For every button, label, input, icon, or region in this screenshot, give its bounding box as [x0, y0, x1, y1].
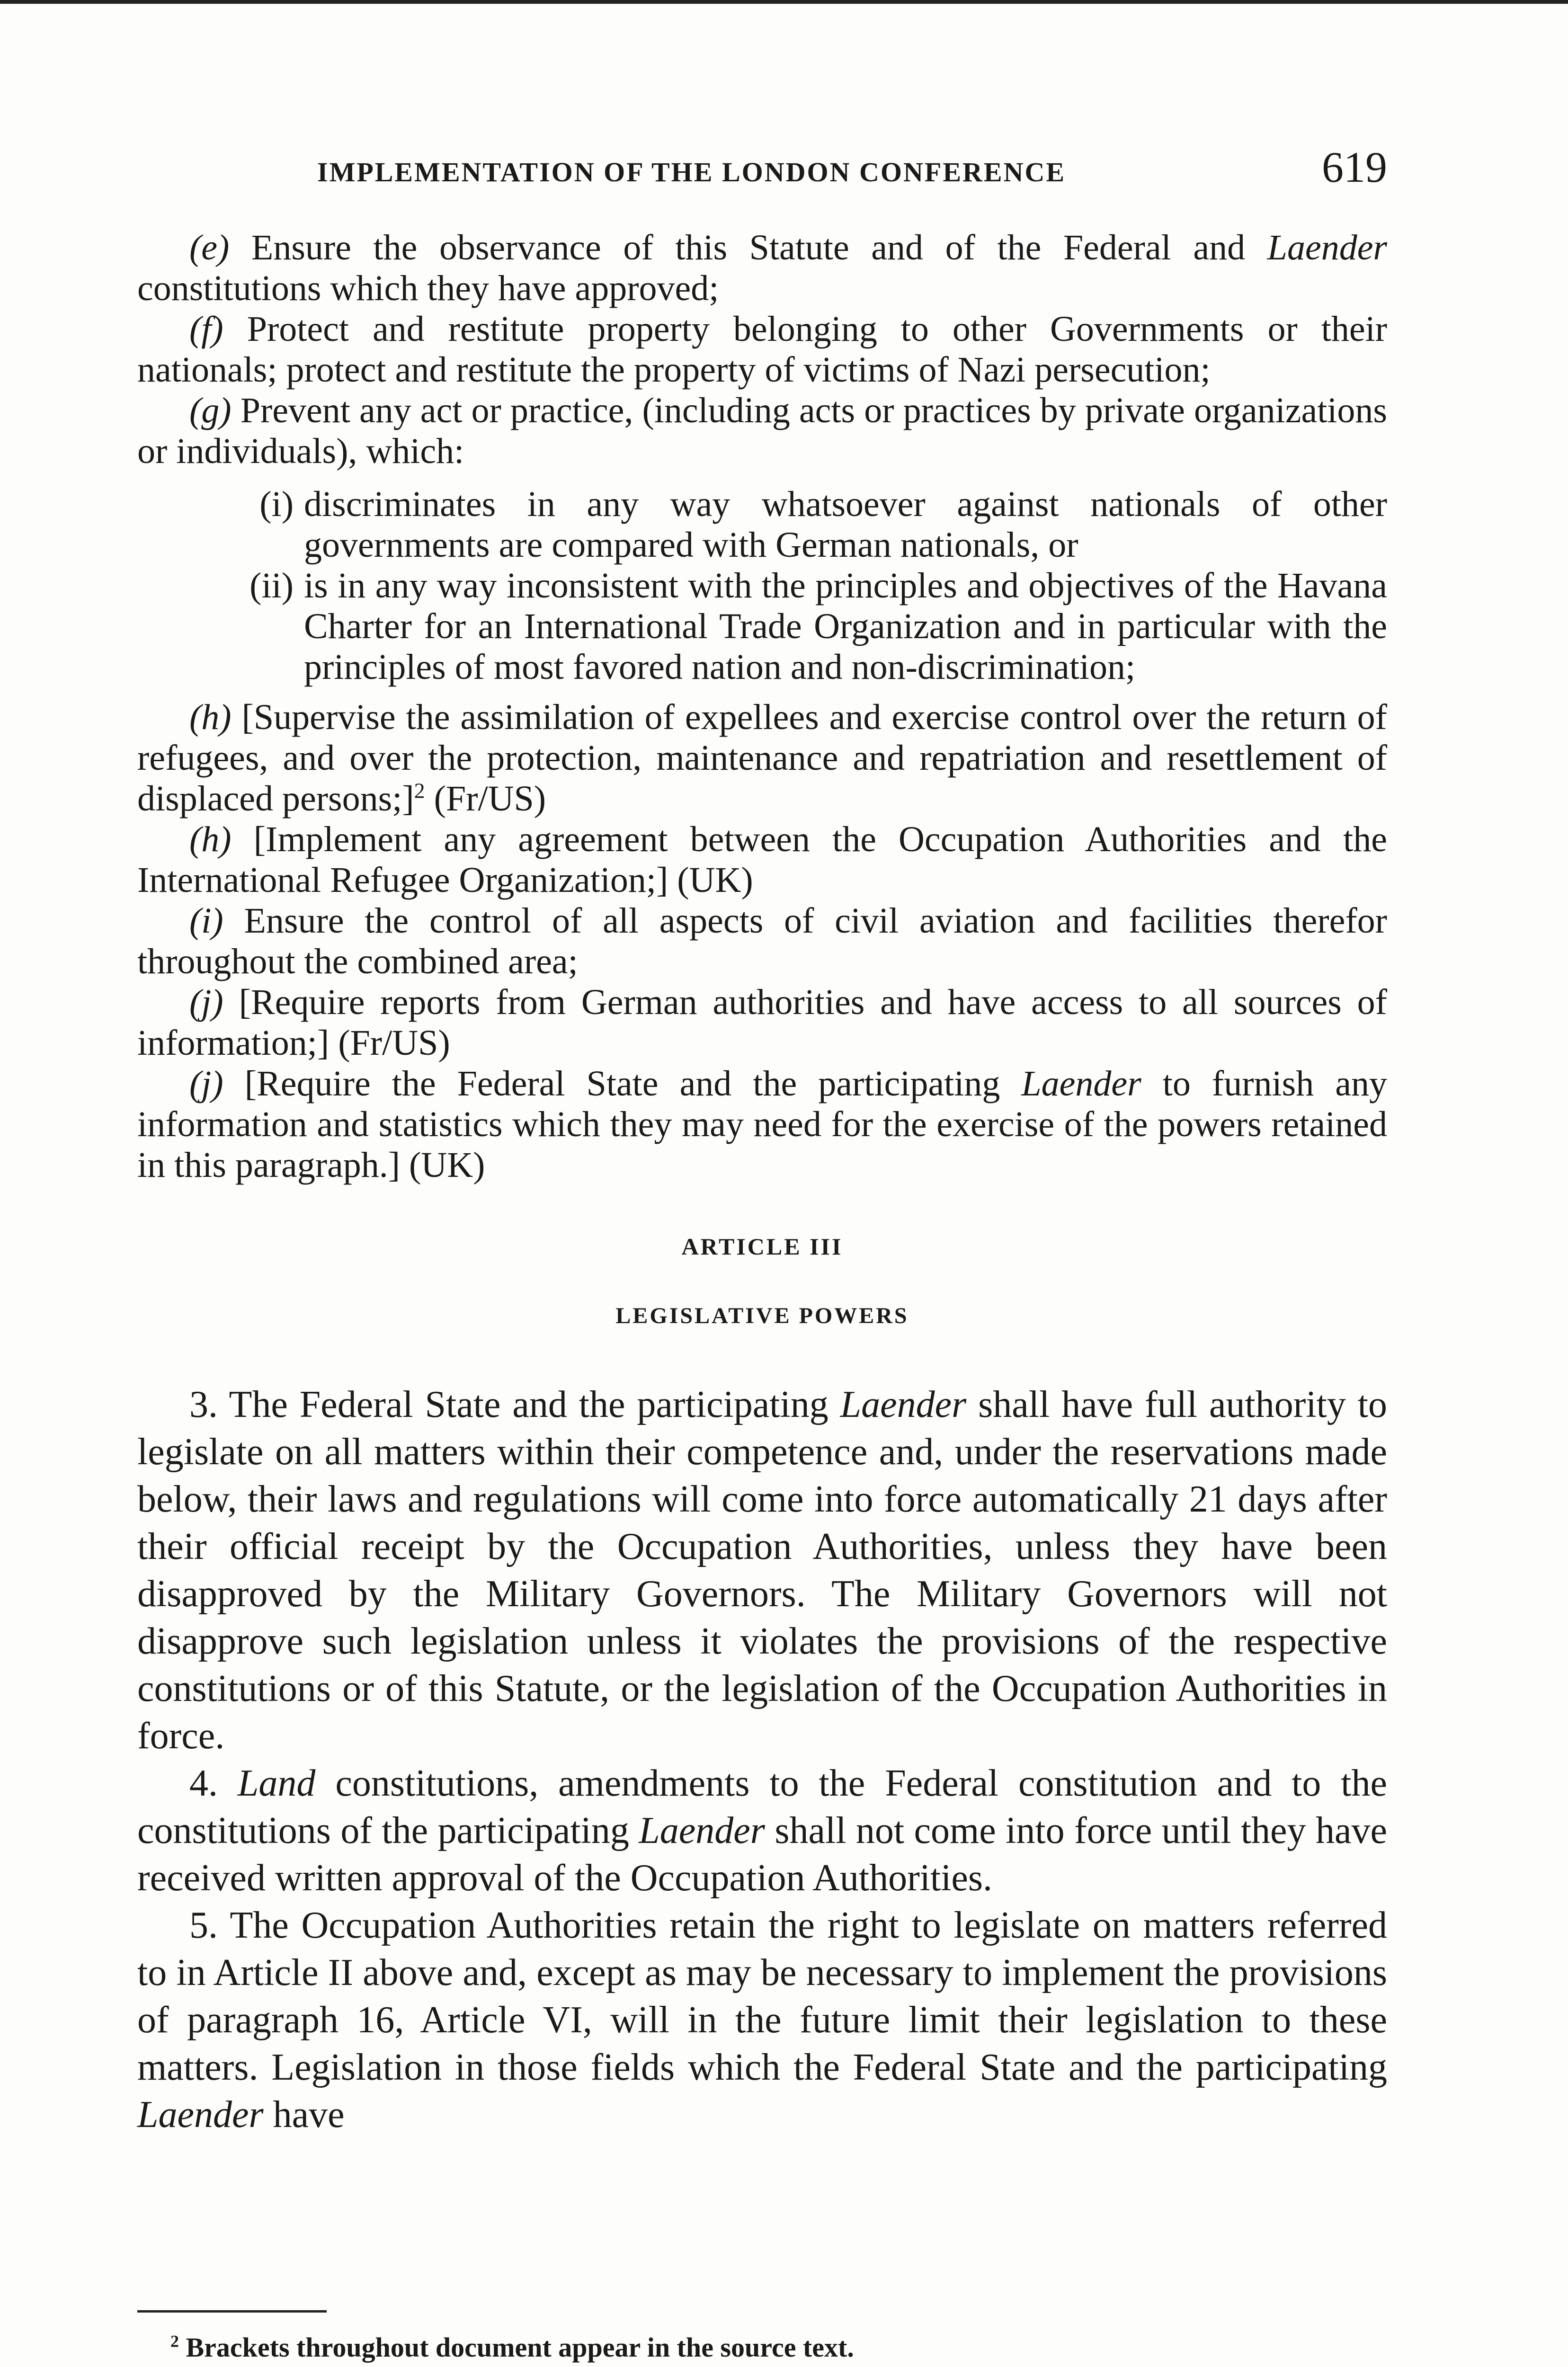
- footnote-reference: 2: [414, 778, 425, 803]
- clause-label: (h): [189, 819, 232, 859]
- list-item: (ii) is in any way inconsistent with the principles and objectives of the Havana Charter for an International Trade Organization and in particular with the principles of most favored nation and non-discrimination;: [249, 566, 1387, 687]
- clause-label: (f): [189, 309, 223, 349]
- clause-label: (i): [189, 901, 223, 941]
- list-item: (i) discriminates in any way whatsoever against nationals of other governments are compared with German nationals, or: [259, 484, 1387, 565]
- footnote-divider: [137, 2310, 327, 2313]
- clause-label: (j): [189, 982, 223, 1022]
- clause-label: (h): [189, 697, 232, 737]
- page-header: [137, 142, 1387, 194]
- clause-j-uk: (j) [Require the Federal State and the participating Laender to furnish any information and statistics which they may need for the exercise of the powers retained in this paragraph.] (UK): [137, 1064, 1388, 1185]
- footnote: $^2$ Brackets throughout document appear in the source text.: [170, 2331, 854, 2363]
- article-heading: ARTICLE III: [681, 1233, 843, 1260]
- clause-g: (g) Prevent any act or practice, (including acts or practices by private organizations or individuals), which:: [137, 391, 1387, 471]
- clause-label: (g): [189, 391, 232, 430]
- paragraph-4: 4. Land constitutions, amendments to the Federal constitution and to the constitutions of the participating Laender shall not come into force until they have received written approval of the Occupation Authorities.: [137, 1762, 1388, 1899]
- clause-label: (e): [189, 228, 230, 267]
- clause-h-uk: (h) [Implement any agreement between the Occupation Authorities and the International Refugee Organization;] (UK): [137, 819, 1387, 900]
- clause-j-fr-us: (j) [Require reports from German authorities and have access to all sources of information;] (Fr/US): [137, 982, 1387, 1063]
- section-heading: LEGISLATIVE POWERS: [615, 1303, 909, 1328]
- paragraph-3: 3. The Federal State and the participating Laender shall have full authority to legislate on all matters within their competence and, under the reservations made below, their laws and regulations will come into force automatically 21 days after their official receipt by the Occupation Authorities, unless they have been disapproved by the Military Governors. The Military Governors will not disapprove such legislation unless it violates the provisions of the respective constitutions or of this Statute, or the legislation of the Occupation Authorities in force.: [137, 1384, 1387, 1757]
- clause-e: (e) Ensure the observance of this Statute and of the Federal and Laender constitutions which they have approved;: [137, 228, 1387, 308]
- footnote-marker: 2: [170, 2331, 179, 2351]
- clause-f: (f) Protect and restitute property belonging to other Governments or their nationals; protect and restitute the property of victims of Nazi persecution;: [137, 309, 1387, 390]
- clause-i: (i) Ensure the control of all aspects of civil aviation and facilities therefor throughout the combined area;: [137, 901, 1387, 981]
- clause-h-fr-us: (h) [Supervise the assimilation of expellees and exercise control over the return of refugees, and over the protection, maintenance and repatriation and resettlement of displaced persons;]$^2$ (Fr/US): [137, 697, 1387, 819]
- top-edge-rule: [0, 0, 1568, 4]
- paragraph-5: 5. The Occupation Authorities retain the right to legislate on matters referred to in Article II above and, except as may be necessary to implement the provisions of paragraph 16, Article VI, will in the future limit their legislation to these matters. Legislation in those fields which the Federal State and the participating Laender have: [137, 1904, 1387, 2136]
- clause-label: (j): [189, 1064, 223, 1103]
- text-column: [137, 227, 1387, 2138]
- clause-g-sublist: [137, 484, 1387, 687]
- page-number: 619: [1322, 143, 1387, 191]
- running-head: IMPLEMENTATION OF THE LONDON CONFERENCE: [317, 157, 1066, 187]
